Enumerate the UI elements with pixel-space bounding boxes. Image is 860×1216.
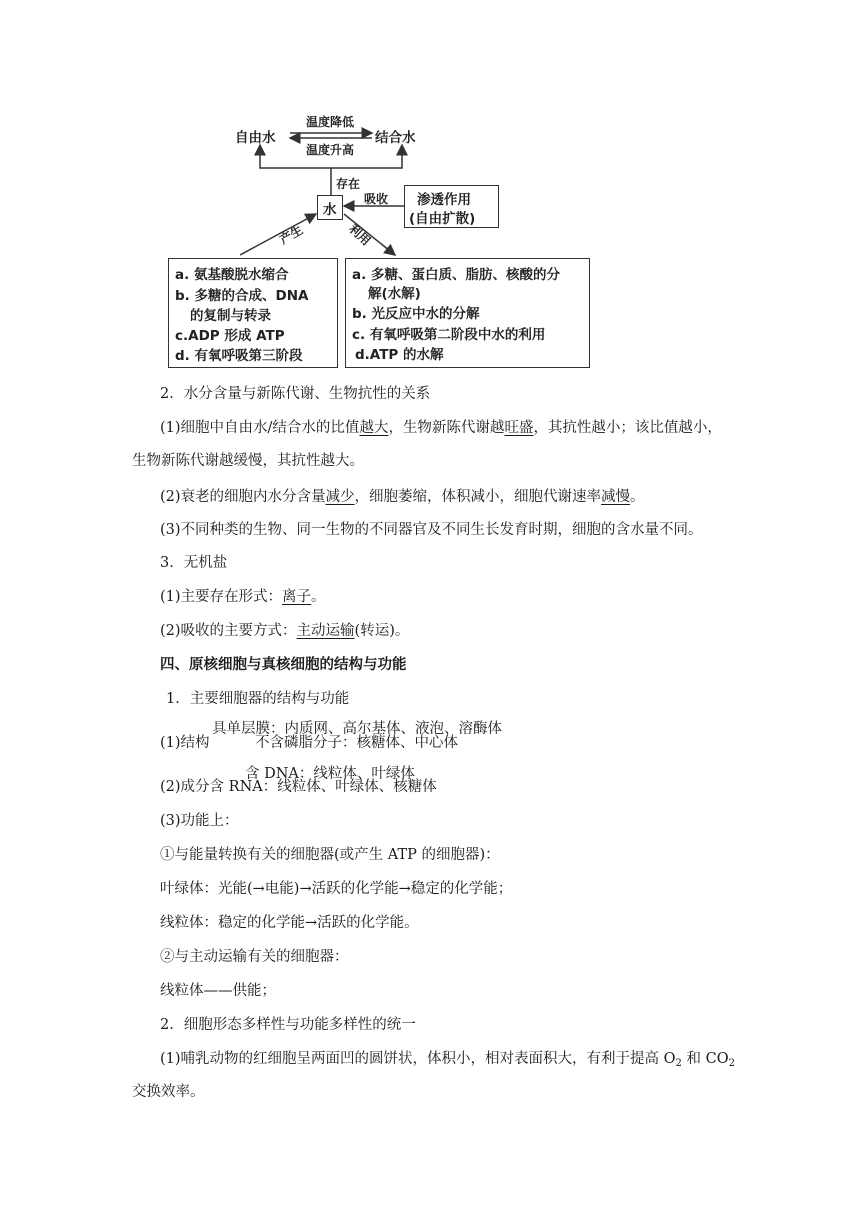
bound-water-label: 结合水: [375, 130, 416, 146]
paragraph-aging: (2)衰老的细胞内水分含量减少，细胞萎缩，体积减小，细胞代谢速率减慢。: [160, 489, 645, 505]
paragraph-red-blood-cell-line2: 交换效率。: [132, 1084, 205, 1100]
function-label: (3)功能上：: [160, 813, 239, 829]
water-node: 水: [317, 195, 343, 220]
absorb-label: 吸收: [364, 192, 389, 206]
paragraph-ion-form: (1)主要存在形式：离子。: [160, 589, 326, 605]
component-rna-line: (2)成分含 RNA：线粒体、叶绿体、核糖体: [160, 779, 437, 795]
free-water-label: 自由水: [235, 130, 276, 146]
use-label: 利用: [346, 221, 374, 249]
paragraph-water-content: (3)不同种类的生物、同一生物的不同器官及不同生长发育时期，细胞的含水量不同。: [160, 522, 703, 538]
paragraph-ratio-line2: 生物新陈代谢越缓慢，其抗性越大。: [132, 453, 364, 469]
subsection2-heading: 2．细胞形态多样性与功能多样性的统一: [160, 1017, 416, 1033]
active-transport-heading: ②与主动运输有关的细胞器：: [160, 949, 349, 965]
paragraph-red-blood-cell: (1)哺乳动物的红细胞呈两面凹的圆饼状，体积小，相对表面积大，有利于提高 $O_2$ 和 $CO_2$: [160, 1051, 735, 1069]
contains-dna-line: 含 DNA：线粒体、叶绿体: [245, 766, 415, 782]
energy-organelles-heading: ①与能量转换有关的细胞器(或产生 ATP 的细胞器)：: [160, 847, 500, 863]
exist-label: 存在: [336, 177, 361, 191]
single-membrane-line: 具单层膜：内质网、高尔基体、液泡、溶酶体: [212, 721, 502, 737]
osmosis-box: 渗透作用 (自由扩散): [404, 185, 499, 228]
use-box: a. 多糖、蛋白质、脂肪、核酸的分 解(水解) b. 光反应中水的分解 c. 有氧呼吸第二阶段中水的利用 d.ATP 的水解: [345, 258, 590, 368]
section2-heading: 2．水分含量与新陈代谢、生物抗性的关系: [160, 386, 431, 402]
structure-label: (1)结构: [160, 735, 210, 751]
paragraph-absorption: (2)吸收的主要方式：主动运输(转运)。: [160, 623, 410, 639]
mitochondria-line: 线粒体：稳定的化学能→活跃的化学能。: [160, 915, 419, 931]
mito-supply-line: 线粒体——供能；: [160, 983, 276, 999]
paragraph-ratio: (1)细胞中自由水/结合水的比值越大，生物新陈代谢越旺盛，其抗性越小；该比值越小，: [160, 420, 722, 436]
no-phospholipid-line: 不含磷脂分子：核糖体、中心体: [255, 735, 458, 751]
section4-heading: 四、原核细胞与真核细胞的结构与功能: [160, 656, 407, 673]
produce-box: a. 氨基酸脱水缩合 b. 多糖的合成、DNA 的复制与转录 c.ADP 形成 ATP d. 有氧呼吸第三阶段: [168, 258, 338, 368]
section3-heading: 3．无机盐: [160, 555, 228, 571]
temp-down-label: 温度降低: [306, 115, 355, 129]
subsection1-heading: 1．主要细胞器的结构与功能: [166, 691, 350, 707]
produce-label: 产生: [277, 222, 306, 247]
chloroplast-line: 叶绿体：光能(→电能)→活跃的化学能→稳定的化学能；: [160, 881, 513, 897]
temp-up-label: 温度升高: [306, 143, 355, 157]
